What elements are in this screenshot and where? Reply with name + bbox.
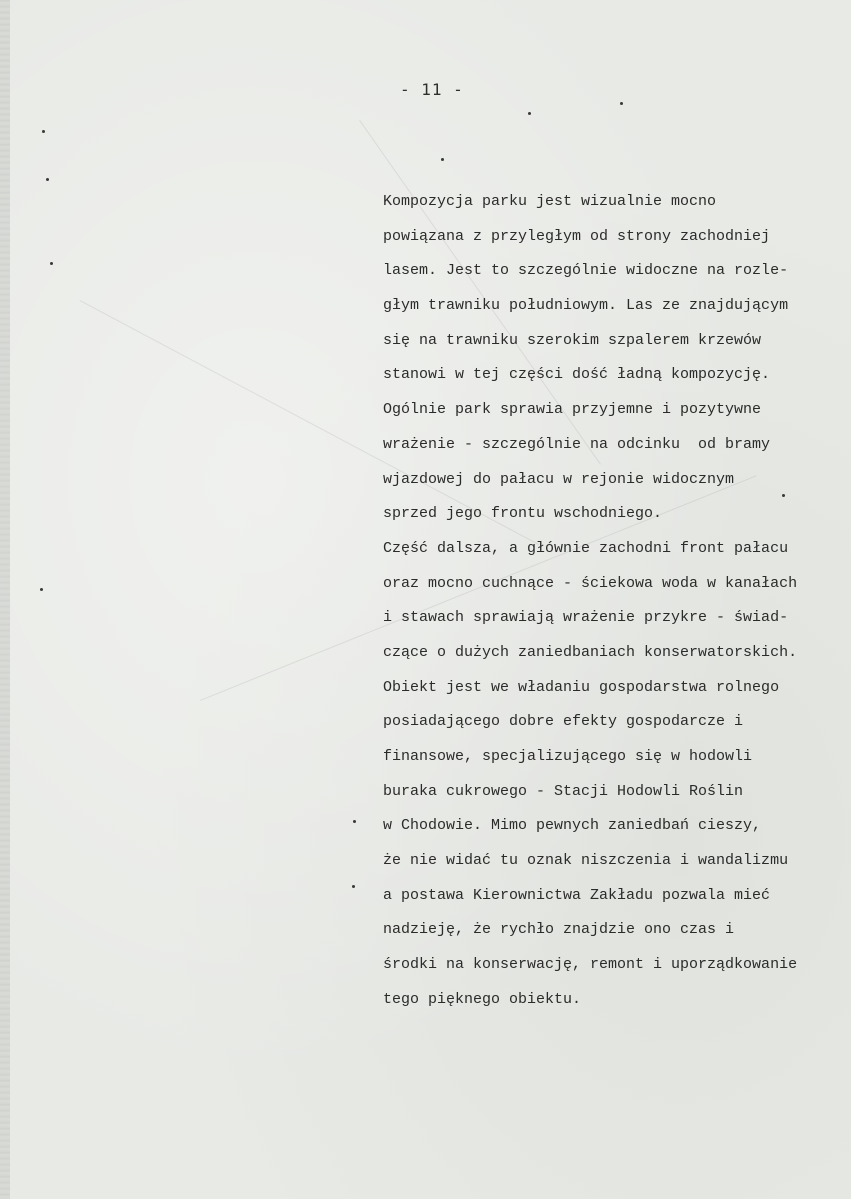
text-line: środki na konserwację, remont i uporządkowanie [383,956,798,974]
text-line: i stawach sprawiają wrażenie przykre - świad- [383,609,789,627]
text-line: lasem. Jest to szczególnie widoczne na rozle- [383,262,789,280]
paper-speck [528,112,531,115]
paper-speck [40,588,43,591]
text-line: stanowi w tej części dość ładną kompozycję. [383,366,771,384]
text-line: powiązana z przyległym od strony zachodniej [383,227,771,245]
page-number: - 11 - [400,80,464,99]
paper-speck [50,262,53,265]
text-line: Część dalsza, a głównie zachodni front pałacu [383,539,789,557]
text-line: się na trawniku szerokim szpalerem krzewów [383,331,762,349]
text-line: a postawa Kierownictwa Zakładu pozwala mieć [383,886,771,904]
text-line: Obiekt jest we władaniu gospodarstwa rolnego [383,678,780,696]
text-line: finansowe, specjalizującego się w hodowli [383,748,753,765]
scanned-page-edge [0,0,10,1199]
text-line: czące o dużych zaniedbaniach konserwatorskich. [383,643,798,661]
text-line: głym trawniku południowym. Las ze znajdującym [383,297,789,315]
text-line: oraz mocno cuchnące - ściekowa woda w kanałach [383,574,798,592]
text-line: buraka cukrowego - Stacji Hodowli Roślin [383,782,744,800]
paper-speck [42,130,45,133]
text-line: wjazdowej do pałacu w rejonie widocznym [383,470,735,488]
paper-speck [620,102,623,105]
text-line: tego pięknego obiektu. [383,990,582,1008]
paper-speck [441,158,444,161]
text-line: Ogólnie park sprawia przyjemne i pozytywne [383,401,762,419]
document-text [370,190,851,1023]
text-line: w Chodowie. Mimo pewnych zaniedbań cieszy, [383,817,762,835]
paper-speck [46,178,49,181]
text-line: sprzed jego frontu wschodniego. [383,505,663,523]
text-line: nadzieję, że rychło znajdzie ono czas i [383,921,735,939]
text-line: posiadającego dobre efekty gospodarcze i [383,713,744,731]
text-line: Kompozycja parku jest wizualnie mocno [383,193,717,210]
text-line: wrażenie - szczególnie na odcinku od bramy [383,435,771,453]
paper-speck [353,820,356,823]
text-line: że nie widać tu oznak niszczenia i wandalizmu [383,852,789,870]
paper-speck [352,885,355,888]
